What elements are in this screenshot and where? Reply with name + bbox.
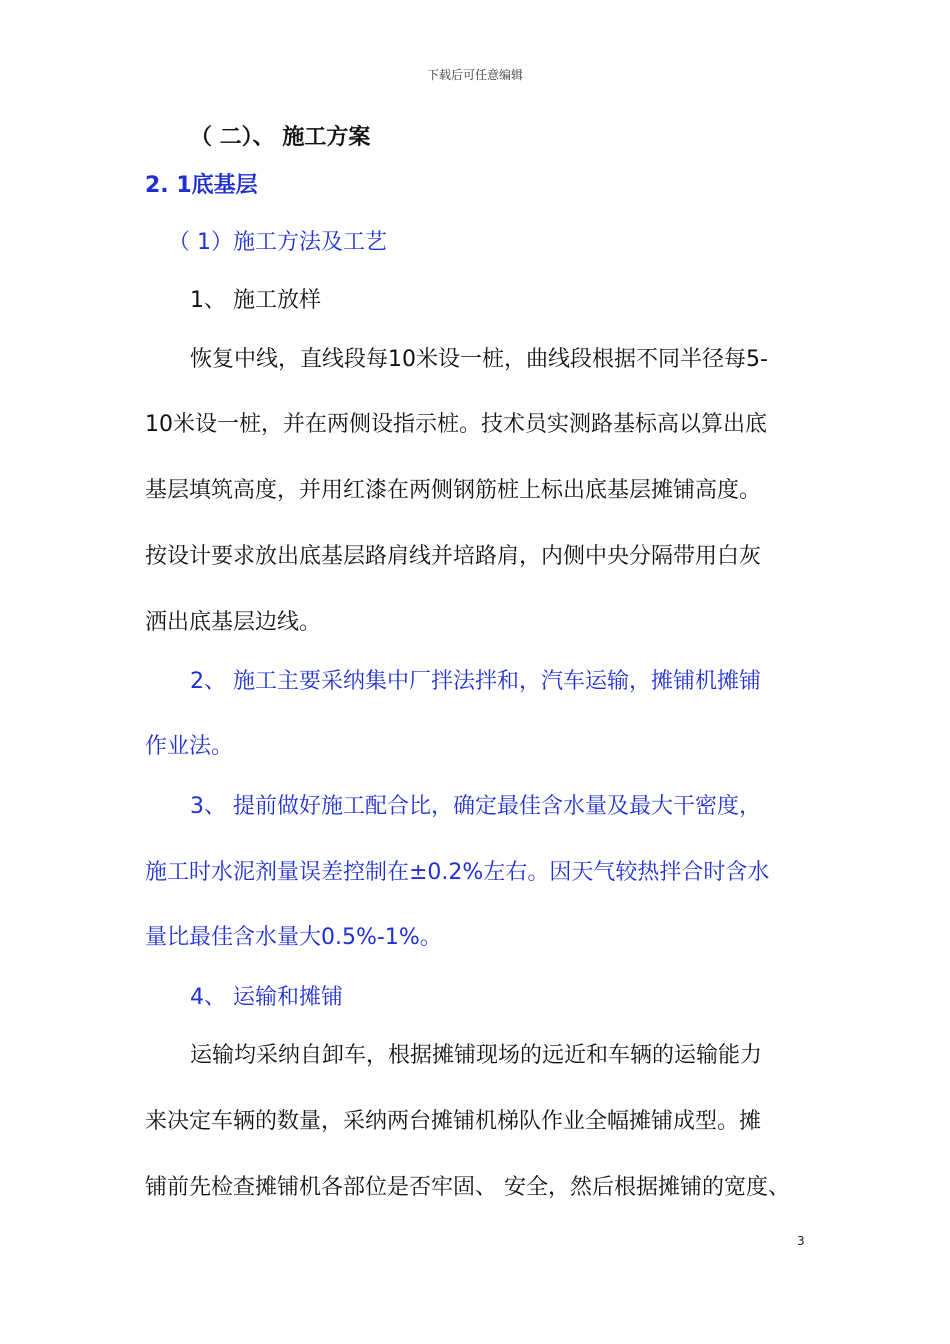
step1-title: 1、 施工放样: [190, 288, 321, 313]
step4-line: 来决定车辆的数量，采纳两台摊铺机梯队作业全幅摊铺成型。摊: [145, 1109, 762, 1134]
step4-title: 4、 运输和摊铺: [190, 985, 343, 1010]
step4-line: 运输均采纳自卸车，根据摊铺现场的远近和车辆的运输能力: [190, 1043, 763, 1068]
step1-line: 恢复中线，直线段每10米设一桩，曲线段根据不同半径每5-: [190, 347, 768, 372]
step2-line: 2、 施工主要采纳集中厂拌法拌和，汽车运输，摊铺机摊铺: [190, 669, 761, 694]
page-header-note: 下载后可任意编辑: [426, 68, 523, 82]
step3-line: 施工时水泥剂量误差控制在±0.2%左右。因天气较热拌合时含水: [145, 860, 770, 885]
step4-line: 铺前先检查摊铺机各部位是否牢固、 安全，然后根据摊铺的宽度、: [145, 1175, 790, 1200]
step1-line: 基层填筑高度，并用红漆在两侧钢筋桩上标出底基层摊铺高度。: [145, 478, 762, 503]
step2-line: 作业法。: [145, 734, 234, 759]
page-number: 3: [797, 1234, 805, 1248]
step3-line: 3、 提前做好施工配合比，确定最佳含水量及最大干密度，: [190, 794, 761, 819]
item-title: （ 1）施工方法及工艺: [168, 230, 387, 255]
step3-line: 量比最佳含水量大0.5%-1%。: [145, 925, 442, 950]
step1-line: 洒出底基层边线。: [145, 610, 322, 635]
section-title: （ 二）、 施工方案: [190, 125, 371, 150]
subsection-title: 2. 1底基层: [145, 173, 258, 198]
step1-line: 按设计要求放出底基层路肩线并培路肩，内侧中央分隔带用白灰: [145, 544, 762, 569]
step1-line: 10米设一桩，并在两侧设指示桩。技术员实测路基标高以算出底: [145, 412, 767, 437]
